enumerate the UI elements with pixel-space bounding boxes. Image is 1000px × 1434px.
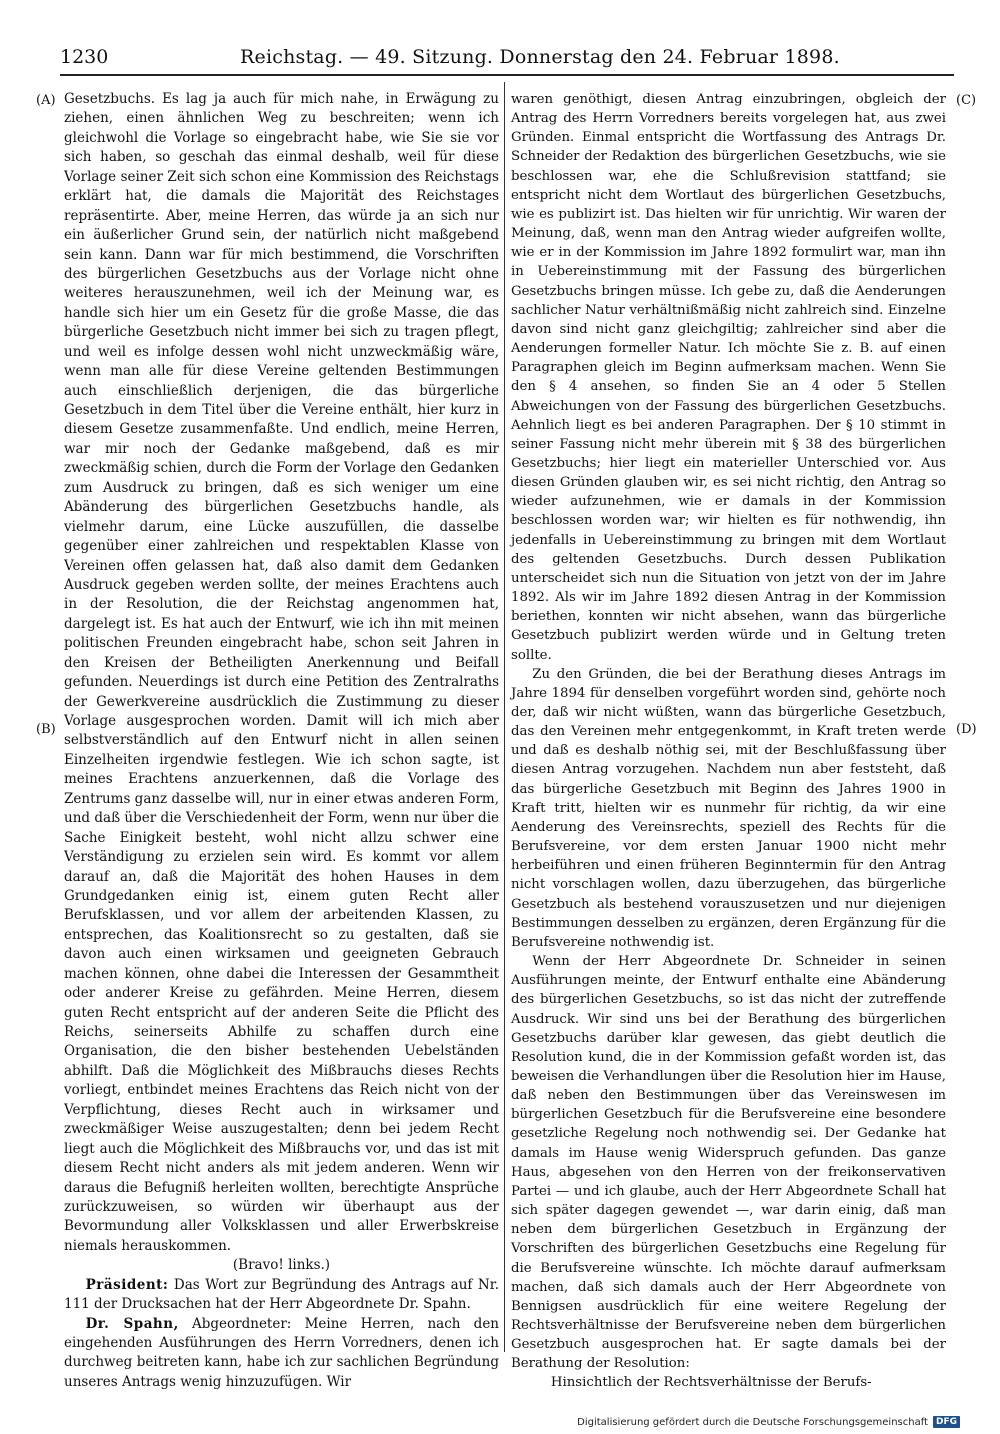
left-paragraph-2	[64, 1276, 499, 1315]
margin-marker-a: (A)	[36, 93, 56, 108]
left-paragraph-3	[64, 1315, 499, 1393]
spahn-text: Abgeordneter: Meine Herren, nach den eingehenden Ausführungen des Herrn Vorredners, denen ich durchweg beitreten kann, habe ich zur sachlichen Begründung unseres Antrags wenig hinzuzufügen. Wir	[64, 1315, 499, 1390]
bravo-interjection: (Bravo! links.)	[232, 1257, 331, 1274]
margin-marker-b: (B)	[36, 722, 56, 737]
header-rule	[60, 74, 954, 76]
margin-marker-d: (D)	[956, 722, 977, 737]
page-footer	[577, 1416, 960, 1428]
page-header	[60, 42, 954, 72]
dfg-logo-icon: DFG	[933, 1416, 960, 1428]
right-paragraph-4: Hinsichtlich der Rechtsverhältnisse der Berufs-	[550, 1375, 872, 1391]
footer-credit: Digitalisierung gefördert durch die Deutsche Forschungsgemeinschaft	[577, 1416, 928, 1428]
right-paragraph-3: Wenn der Herr Abgeordnete Dr. Schneider in seinen Ausführungen meinte, der Entwurf enthalte eine Abänderung des bürgerlichen Gesetzbuchs, so ist das nicht der zutreffende Ausdruck. Wir sind uns bei der Berathung des bürgerlichen Gesetzbuchs darüber klar gewesen, das giebt deutlich die Resolution kund, die in der Kommission gefaßt worden ist, das beweisen die Verhandlungen über die Resolution hier im Hause, daß neben den Bestimmungen über das Vereinswesen im bürgerlichen Gesetzbuch für die Berufsvereine eine besondere gesetzliche Regelung noch nothwendig sei. Der Gedanke hat damals im Hause wenig Widerspruch gefunden. Das ganze Haus, abgesehen von den Herren von der freikonservativen Partei — und ich glaube, auch der Herr Abgeordnete Schall hat sich später dagegen gewendet —, war darin einig, daß man neben dem bürgerlichen Gesetzbuch in Ergänzung der Vorschriften des bürgerlichen Gesetzbuchs eine Regelung für die Berufsvereine wünschte. Ich möchte darauf aufmerksam machen, daß sich damals auch der Herr Abgeordnete von Bennigsen ausdrücklich für eine weitere Regelung der Rechtsverhältnisse der Berufsvereine neben dem bürgerlichen Gesetzbuch ausgesprochen hat. Er sagte damals bei der Berathung der Resolution:	[511, 954, 946, 1372]
left-paragraph-1: Gesetzbuchs. Es lag ja auch für mich nahe, in Erwägung zu ziehen, einen ähnlichen Weg zu beschreiten; wenn ich gleichwohl die Vorlage so eingebracht habe, wie Sie sie vor sich haben, so geschah das einmal deshalb, weil für diese Vorlage seiner Zeit sich schon eine Kommission des Reichstags erklärt hat, die damals die Majorität des Reichstages repräsentirte. Aber, meine Herren, das würde ja an sich nur ein äußerlicher Grund sein, der natürlich nicht maßgebend sein kann. Dann war für mich bestimmend, die Vorschriften des bürgerlichen Gesetzbuchs aus der Vorlage nicht ohne weiteres herauszunehmen, weil ich der Meinung war, es handle sich hier um ein Gesetz für die große Masse, die das bürgerliche Gesetzbuch nicht immer bei sich zu tragen pflegt, und weil es infolge dessen wohl nicht unzweckmäßig wäre, wenn man alle für diese Vereine geltenden Bestimmungen auch einschließlich derjenigen, die das bürgerliche Gesetzbuch in dem Titel über die Vereine enthält, hier kurz in diesem Gesetze zusammenfaßte. Und endlich, meine Herren, war mir noch der Gedanke maßgebend, daß es mir zweckmäßig schien, durch die Form der Vorlage den Gedanken zum Ausdruck zu bringen, daß es sich weniger um eine Abänderung des bürgerlichen Gesetzbuchs handle, als vielmehr darum, eine Lücke auszufüllen, die dasselbe gegenüber einer zahlreichen und respektablen Klasse von Vereinen offen gelassen hat, daß also damit dem Gedanken Ausdruck gegeben werden sollte, der meines Erachtens auch in der Resolution, die der Reichstag angenommen hat, dargelegt ist. Es hat auch der Entwurf, wie ich ihn mit meinen politischen Freunden eingebracht habe, schon seit Jahren in den Kreisen der Betheiligten Anerkennung und Beifall gefunden. Neuerdings ist durch eine Petition des Zentralraths der Gewerkvereine ausdrücklich die Zustimmung zu dieser Vorlage ausgesprochen worden. Damit will ich mich aber selbstverständlich auf den Entwurf nicht in allen seinen Einzelheiten irgendwie festlegen. Wie ich schon sagte, ist meines Erachtens anzuerkennen, daß die Vorlage des Zentrums ganz dasselbe will, nur in einer etwas anderen Form, und daß über die Verschiedenheit der Form, wenn nur über die Sache Einigkeit besteht, wohl nicht allzu schwer eine Verständigung zu erzielen sein wird. Es kommt vor allem darauf an, daß die Majorität des hohen Hauses in dem Grundgedanken einig ist, einem guten Recht aller Berufsklassen, und vor allem der arbeitenden Klassen, zu entsprechen, das Koalitionsrecht so zu gestalten, daß sie davon auch einen wirksamen und geeigneten Gebrauch machen können, ohne dabei die Interessen der Gesammtheit oder anderer Kreise zu gefährden. Meine Herren, diesem guten Recht entspricht auf der anderen Seite die Pflicht des Reichs, seinerseits Abhilfe zu schaffen durch eine Organisation, die den bisher bestehenden Uebelständen abhilft. Daß die Möglichkeit des Mißbrauchs dieses Rechts vorliegt, entbindet meines Erachtens das Reich nicht von der Verpflichtung, dieses Recht auch in wirksamer und zweckmäßiger Weise auszugestalten; denn bei jedem Recht liegt auch die Möglichkeit des Mißbrauchs vor, und das ist mit diesem Recht nicht anders als mit jedem anderen. Wenn wir daraus die Befugniß herleiten wollten, berechtigte Ansprüche zurückzuweisen, so würden wir überhaupt aus der Bevormundung aller Volksklassen und aller Erwerbskreise niemals herauskommen.	[64, 91, 499, 1254]
left-column	[64, 90, 499, 1392]
right-paragraph-1: waren genöthigt, diesen Antrag einzubringen, obgleich der Antrag des Herrn Vorredners bereits vorgelegen hat, aus zwei Gründen. Einmal entspricht die Wortfassung des Antrags Dr. Schneider der Redaktion des bürgerlichen Gesetzbuchs, wie sie beschlossen war, ehe die Schlußrevision stattfand; sie entspricht nicht dem Wortlaut des bürgerlichen Gesetzbuchs, wie es publizirt ist. Das hielten wir für unrichtig. Wir waren der Meinung, daß, wenn man den Antrag wieder aufgreifen wollte, wie er in der Kommission im Jahre 1892 formulirt war, man ihn in Uebereinstimmung mit der Fassung des bürgerlichen Gesetzbuchs bringen müsse. Ich gebe zu, daß die Aenderungen sachlicher Natur verhältnißmäßig nicht zahlreich sind. Einzelne davon sind nicht ganz gleichgiltig; zahlreicher sind aber die Aenderungen formeller Natur. Ich möchte Sie z. B. auf einen Paragraphen gleich im Beginn aufmerksam machen. Wenn Sie den § 4 ansehen, so finden Sie an 4 oder 5 Stellen Abweichungen von der Fassung des bürgerlichen Gesetzbuchs. Aehnlich liegt es bei anderen Paragraphen. Der § 10 stimmt in seiner Fassung nicht mehr überein mit § 38 des bürgerlichen Gesetzbuchs; hier liegt ein materieller Unterschied vor. Aus diesen Gründen glauben wir, es sei nicht richtig, den Antrag so wieder aufzunehmen, wie er damals in der Kommission beschlossen worden war; wir hielten es für nothwendig, ihn jedenfalls in Uebereinstimmung zu bringen mit dem Wortlaut des geltenden Gesetzbuchs. Durch dessen Publikation unterscheidet sich nun die Situation von jetzt von der im Jahre 1892. Als wir im Jahre 1892 diesen Antrag in der Kommission beriethen, konnten wir nicht absehen, wann das bürgerliche Gesetzbuch publizirt werden würde und in Geltung treten sollte.	[511, 92, 946, 663]
speaker-spahn: Dr. Spahn,	[85, 1315, 179, 1332]
president-text: Das Wort zur Begründung des Antrags auf Nr. 111 der Drucksachen hat der Herr Abgeordnete Dr. Spahn.	[64, 1276, 499, 1313]
column-rule	[504, 82, 505, 1352]
speaker-president: Präsident:	[85, 1276, 169, 1293]
right-paragraph-2: Zu den Gründen, die bei der Berathung dieses Antrags im Jahre 1894 für denselben vorgeführt worden sind, gehörte noch der, daß wir nicht wüßten, wann das bürgerliche Gesetzbuch, das den Vereinen mehr entgegenkommt, in Kraft treten werde und daß es deshalb nöthig sei, mit der Beschlußfassung über diesen Antrag vorzugehen. Nachdem nun aber feststeht, daß das bürgerliche Gesetzbuch mit Beginn des Jahres 1900 in Kraft tritt, hielten wir es nunmehr für richtig, da wir eine Aenderung des Vereinsrechts, speziell des Rechts für die Berufsvereine, vor dem ersten Januar 1900 nicht mehr herbeiführen und einen früheren Beginntermin für den Antrag nicht vorschlagen wollen, dazu überzugehen, das bürgerliche Gesetzbuch als bestehend vorauszusetzen und nur diejenigen Bestimmungen desselben zu ergänzen, deren Ergänzung für die Berufsvereine nothwendig ist.	[511, 666, 946, 950]
right-column	[511, 90, 946, 1393]
margin-marker-c: (C)	[956, 93, 977, 108]
running-head: Reichstag. — 49. Sitzung. Donnerstag den 24. Februar 1898.	[240, 46, 840, 68]
page-number: 1230	[60, 46, 109, 68]
